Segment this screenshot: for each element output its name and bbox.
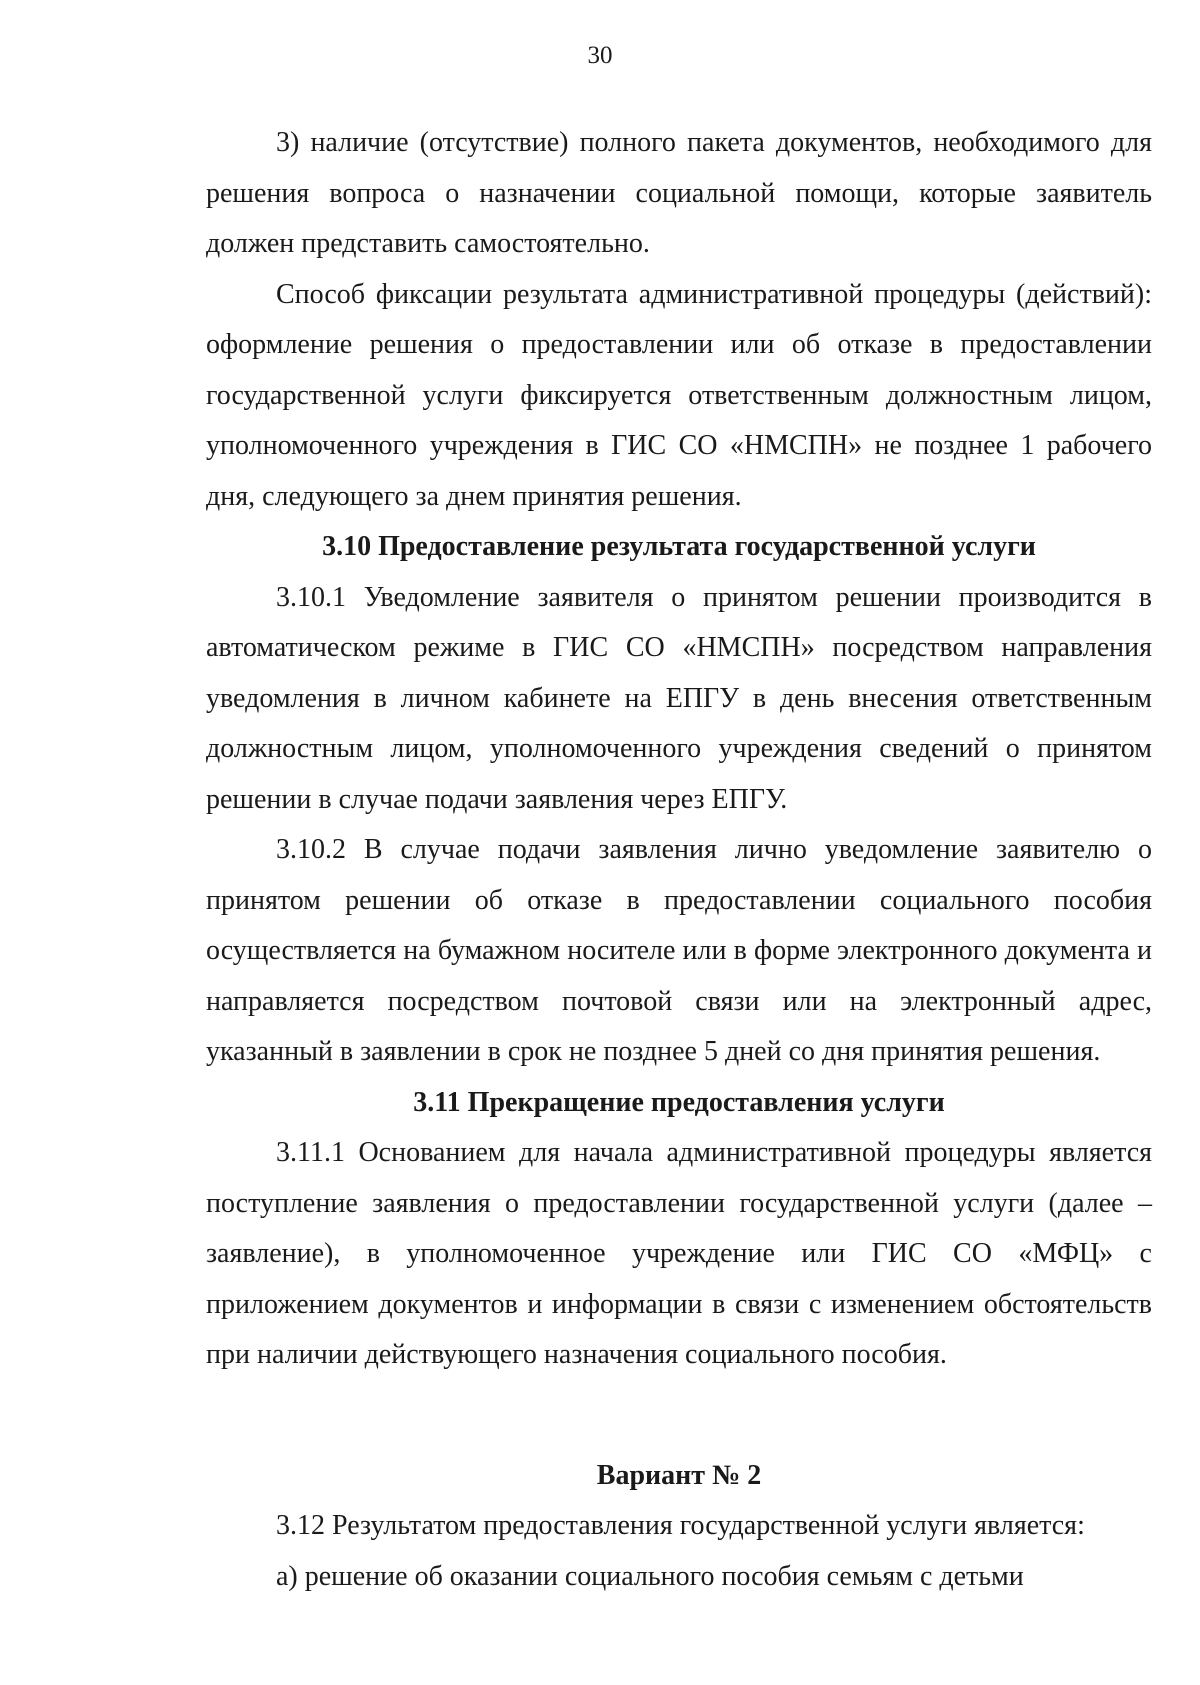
paragraph: Способ фиксации результата административной процедуры (действий): оформление решения о предоставлении или об отказе в предоставлении государственной услуги фиксируется ответственным должностным лицом, уполномоченного учреждения в ГИС СО «НМСПН» не позднее 1 рабочего дня, следующего за днем принятия решения. (206, 278, 1152, 512)
paragraph: 3.10.1 Уведомление заявителя о принятом решении производится в автоматическом режиме в ГИС СО «НМСПН» посредством направления уведомления в личном кабинете на ЕПГУ в день внесения ответственным должностным лицом, уполномоченного учреждения сведений о принятом решении в случае подачи заявления через ЕПГУ. (206, 581, 1152, 815)
section-heading: Вариант № 2 (596, 1459, 762, 1491)
page-number: 30 (587, 42, 613, 69)
section-spacer (206, 1381, 1152, 1451)
paragraph: 3.10.2 В случае подачи заявления лично уведомление заявителю о принятом решении об отказе в предоставлении социального пособия осуществляется на бумажном носителе или в форме электронного документа и направляется посредством почтовой связи или на электронный адрес, указанный в заявлении в срок не позднее 5 дней со дня принятия решения. (206, 834, 1152, 1067)
paragraph: а) решение об оказании социального пособия семьям с детьми (276, 1560, 1024, 1592)
section-heading: 3.11 Прекращение предоставления услуги (413, 1086, 945, 1118)
paragraph: 3) наличие (отсутствие) полного пакета документов, необходимого для решения вопроса о назначении социальной помощи, которые заявитель должен представить самостоятельно. (206, 127, 1152, 259)
paragraph: 3.12 Результатом предоставления государственной услуги является: (276, 1510, 1085, 1541)
section-heading: 3.10 Предоставление результата государственной услуги (322, 531, 1036, 562)
paragraph: 3.11.1 Основанием для начала административной процедуры является поступление заявления о предоставлении государственной услуги (далее – заявление), в уполномоченное учреждение или ГИС СО «МФЦ» с приложением документов и информации в связи с изменением обстоятельств при наличии действующего назначения социального пособия. (206, 1137, 1152, 1370)
document-body (206, 118, 1152, 1602)
